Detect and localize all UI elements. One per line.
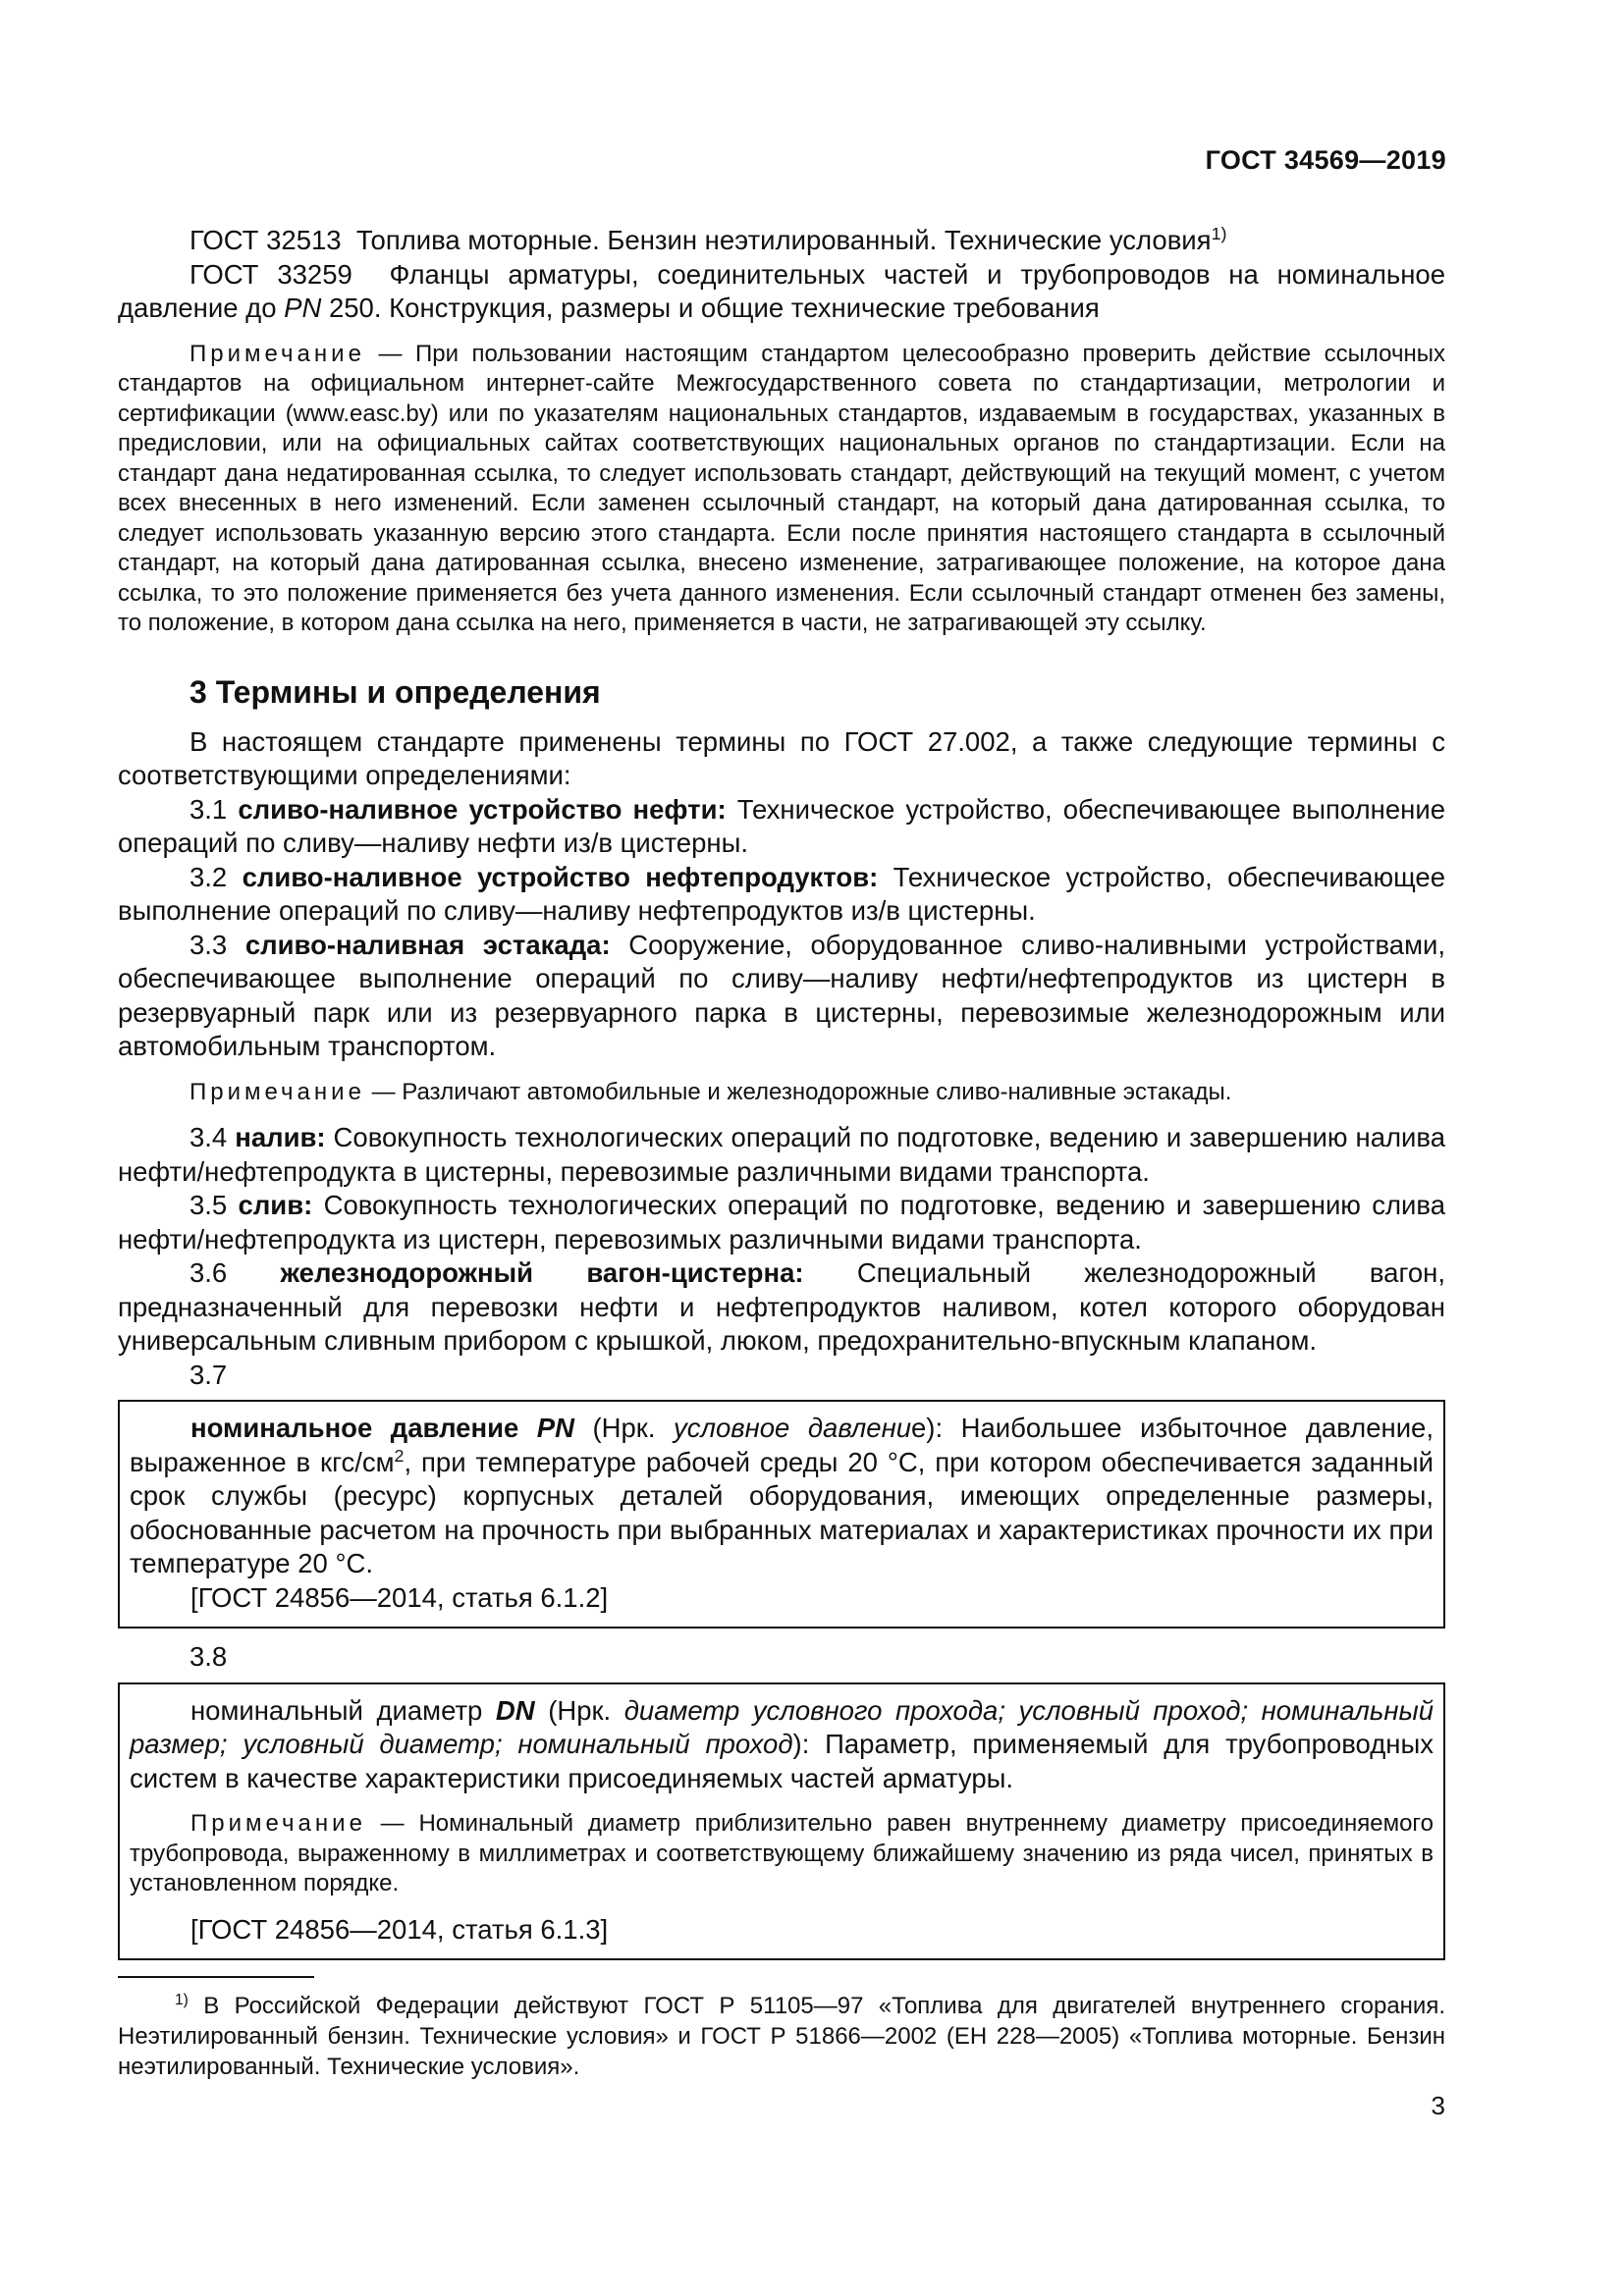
reference-title: Фланцы арматуры, соединительных частей и трубопроводов на номинальное давление до: [118, 258, 1446, 323]
footnote: [118, 1991, 1445, 2082]
note-nominal-diameter: [130, 1809, 1434, 1899]
footnote-mark: 1): [1211, 223, 1227, 243]
note-text: — Различают автомобильные и железнодорожные сливо-наливные эстакады.: [364, 1078, 1232, 1105]
page-number: 3: [1431, 2091, 1445, 2120]
term-name: налив:: [235, 1122, 326, 1152]
term-3-6: [118, 1256, 1445, 1359]
nrk-close: е):: [911, 1413, 961, 1443]
term-definition-end: , при температуре рабочей среды 20 °С, при котором обеспечивается заданный срок службы (ресурс) корпусных деталей оборудования, имеющих определенные размеры, обоснованные расчетом на прочность при выбранных материалах и характеристиках прочности их при температуре 20 °С.: [130, 1446, 1434, 1578]
term-definition: Сооружение, оборудованное сливо-наливными устройствами, обеспечивающее выполнение операций по сливу—наливу нефти/нефтепродуктов из цистерн в резервуарный парк или из резервуарного парка в цистерны, перевозимые железнодорожным или автомобильным транспортом.: [118, 929, 1446, 1061]
reference-title-italic: PN: [284, 293, 322, 323]
term-source: [ГОСТ 24856—2014, статья 6.1.2]: [190, 1581, 609, 1613]
term-3-8-number: 3.8: [189, 1641, 228, 1672]
term-abbr: PN: [536, 1413, 574, 1443]
note-label: Примечание: [190, 1810, 366, 1837]
term-number: 3.2: [189, 861, 228, 892]
term-definition: Параметр, применяемый для трубопроводных систем в качестве характеристики присоединяемых частей арматуры.: [130, 1729, 1434, 1793]
term-3-7-box: [118, 1400, 1445, 1629]
page-content: [118, 224, 1445, 1972]
section-title: 3 Термины и определения: [189, 673, 601, 710]
term-number: 3.3: [189, 929, 228, 960]
nrk-term: условное давлени: [673, 1413, 912, 1443]
term-3-8-box: [118, 1682, 1445, 1961]
term-name: сливо-наливное устройство нефти:: [238, 793, 727, 825]
superscript: 2: [394, 1445, 405, 1466]
footnote-text: В Российской Федерации действуют ГОСТ Р 51105—97 «Топлива для двигателей внутреннего сгорания. Неэтилированный бензин. Технические условия» и ГОСТ Р 51866—2002 (ЕН 228—2005) «Топлива моторные. Бензин неэтилированный. Технические условия».: [118, 1993, 1445, 2080]
term-abbr: DN: [495, 1694, 535, 1726]
term-name: сливо-наливная эстакада:: [244, 929, 611, 960]
reference-id: ГОСТ 32513: [189, 225, 342, 255]
reference-id: ГОСТ 33259: [189, 258, 352, 290]
term-number: 3.5: [189, 1190, 228, 1220]
term-number: 3.6: [189, 1257, 228, 1288]
term-number: 3.1: [189, 793, 228, 825]
note-overpasses: [118, 1078, 1445, 1108]
page-header-doc-number: ГОСТ 34569—2019: [1205, 145, 1446, 175]
nrk-open: (Нрк.: [573, 1413, 674, 1443]
term-3-7-definition: [130, 1412, 1434, 1581]
term-definition: Техническое устройство, обеспечивающее выполнение операций по сливу—наливу нефтепродуктов из/в цистерны.: [118, 861, 1445, 926]
term-3-8-definition: [130, 1694, 1434, 1796]
note-references: [118, 340, 1445, 639]
term-definition: Техническое устройство, обеспечивающее выполнение операций по сливу—наливу нефти из/в цистерны.: [118, 793, 1445, 858]
term-definition: Специальный железнодорожный вагон, предназначенный для перевозки нефти и нефтепродуктов наливом, котел которого оборудован универсальным сливным прибором с крышкой, люком, предохранительно-впускным клапаном.: [118, 1257, 1445, 1356]
nrk-open: (Нрк.: [534, 1694, 624, 1726]
nrk-term: диаметр условного прохода; условный проход; номинальный размер; условный диаметр; номинальный проход: [130, 1694, 1434, 1759]
reference-title: Топлива моторные. Бензин неэтилированный. Технические условия: [355, 225, 1212, 255]
note-text: — При пользовании настоящим стандартом целесообразно проверить действие ссылочных стандартов на официальном интернет-сайте Межгосударственного совета по стандартизации, метрологии и сертификации (www.easc.by) или по указателям национальных стандартов, издаваемым в государствах, указанных в предисловии, или на официальных сайтах соответствующих национальных органов по стандартизации. Если на стандарт дана недатированная ссылка, то следует использовать стандарт, действующий на текущий момент, с учетом всех внесенных в него изменений. Если заменен ссылочный стандарт, на который дана датированная ссылка, то следует использовать указанную версию этого стандарта. Если после принятия настоящего стандарта в ссылочный стандарт, на который дана датированная ссылка, внесено изменение, затрагивающее положение, на которое дана ссылка, то это положение применяется без учета данного изменения. Если ссылочный стандарт отменен без замены, то положение, в котором дана ссылка на него, применяется в части, не затрагивающей эту ссылку.: [118, 340, 1445, 636]
reference-item: [118, 224, 1445, 258]
note-label: Примечание: [189, 1078, 365, 1105]
term-definition: Совокупность технологических операций по подготовке, ведению и завершению слива нефти/нефтепродукта из цистерн, перевозимых различными видами транспорта.: [118, 1190, 1445, 1255]
note-text: — Номинальный диаметр приблизительно равен внутреннему диаметру присоединяемого трубопровода, выраженному в миллиметрах и соответствующему ближайшему значению из ряда чисел, принятых в установленном порядке.: [130, 1810, 1434, 1896]
term-number: 3.4: [189, 1122, 228, 1152]
term-3-4: [118, 1121, 1445, 1189]
term-3-1: [118, 793, 1445, 861]
section-intro: В настоящем стандарте применены термины по ГОСТ 27.002, а также следующие термины с соответствующими определениями:: [118, 725, 1445, 790]
term-name: номинальный диаметр: [190, 1694, 496, 1726]
term-3-7-number: 3.7: [189, 1359, 228, 1390]
reference-title-end: 250. Конструкция, размеры и общие технические требования: [321, 293, 1100, 323]
term-definition: Наибольшее избыточное давление, выраженное в кгс/см: [130, 1413, 1434, 1477]
term-definition: Совокупность технологических операций по подготовке, ведению и завершению налива нефти/нефтепродукта в цистерны, перевозимые различными видами транспорта.: [118, 1122, 1445, 1187]
note-label: Примечание: [189, 340, 365, 367]
footnote-mark: 1): [175, 1992, 189, 2008]
reference-item: [118, 258, 1445, 326]
term-source: [ГОСТ 24856—2014, статья 6.1.3]: [190, 1913, 609, 1945]
term-name: номинальное давление: [190, 1413, 537, 1443]
term-3-5: [118, 1189, 1445, 1256]
term-3-3: [118, 929, 1445, 1064]
footnote-divider: [118, 1976, 314, 1978]
term-3-2: [118, 861, 1445, 929]
nrk-close: ):: [792, 1729, 826, 1759]
term-name: сливо-наливное устройство нефтепродуктов:: [242, 861, 879, 892]
term-name: железнодорожный вагон-цистерна:: [280, 1257, 804, 1288]
term-name: слив:: [238, 1190, 313, 1220]
